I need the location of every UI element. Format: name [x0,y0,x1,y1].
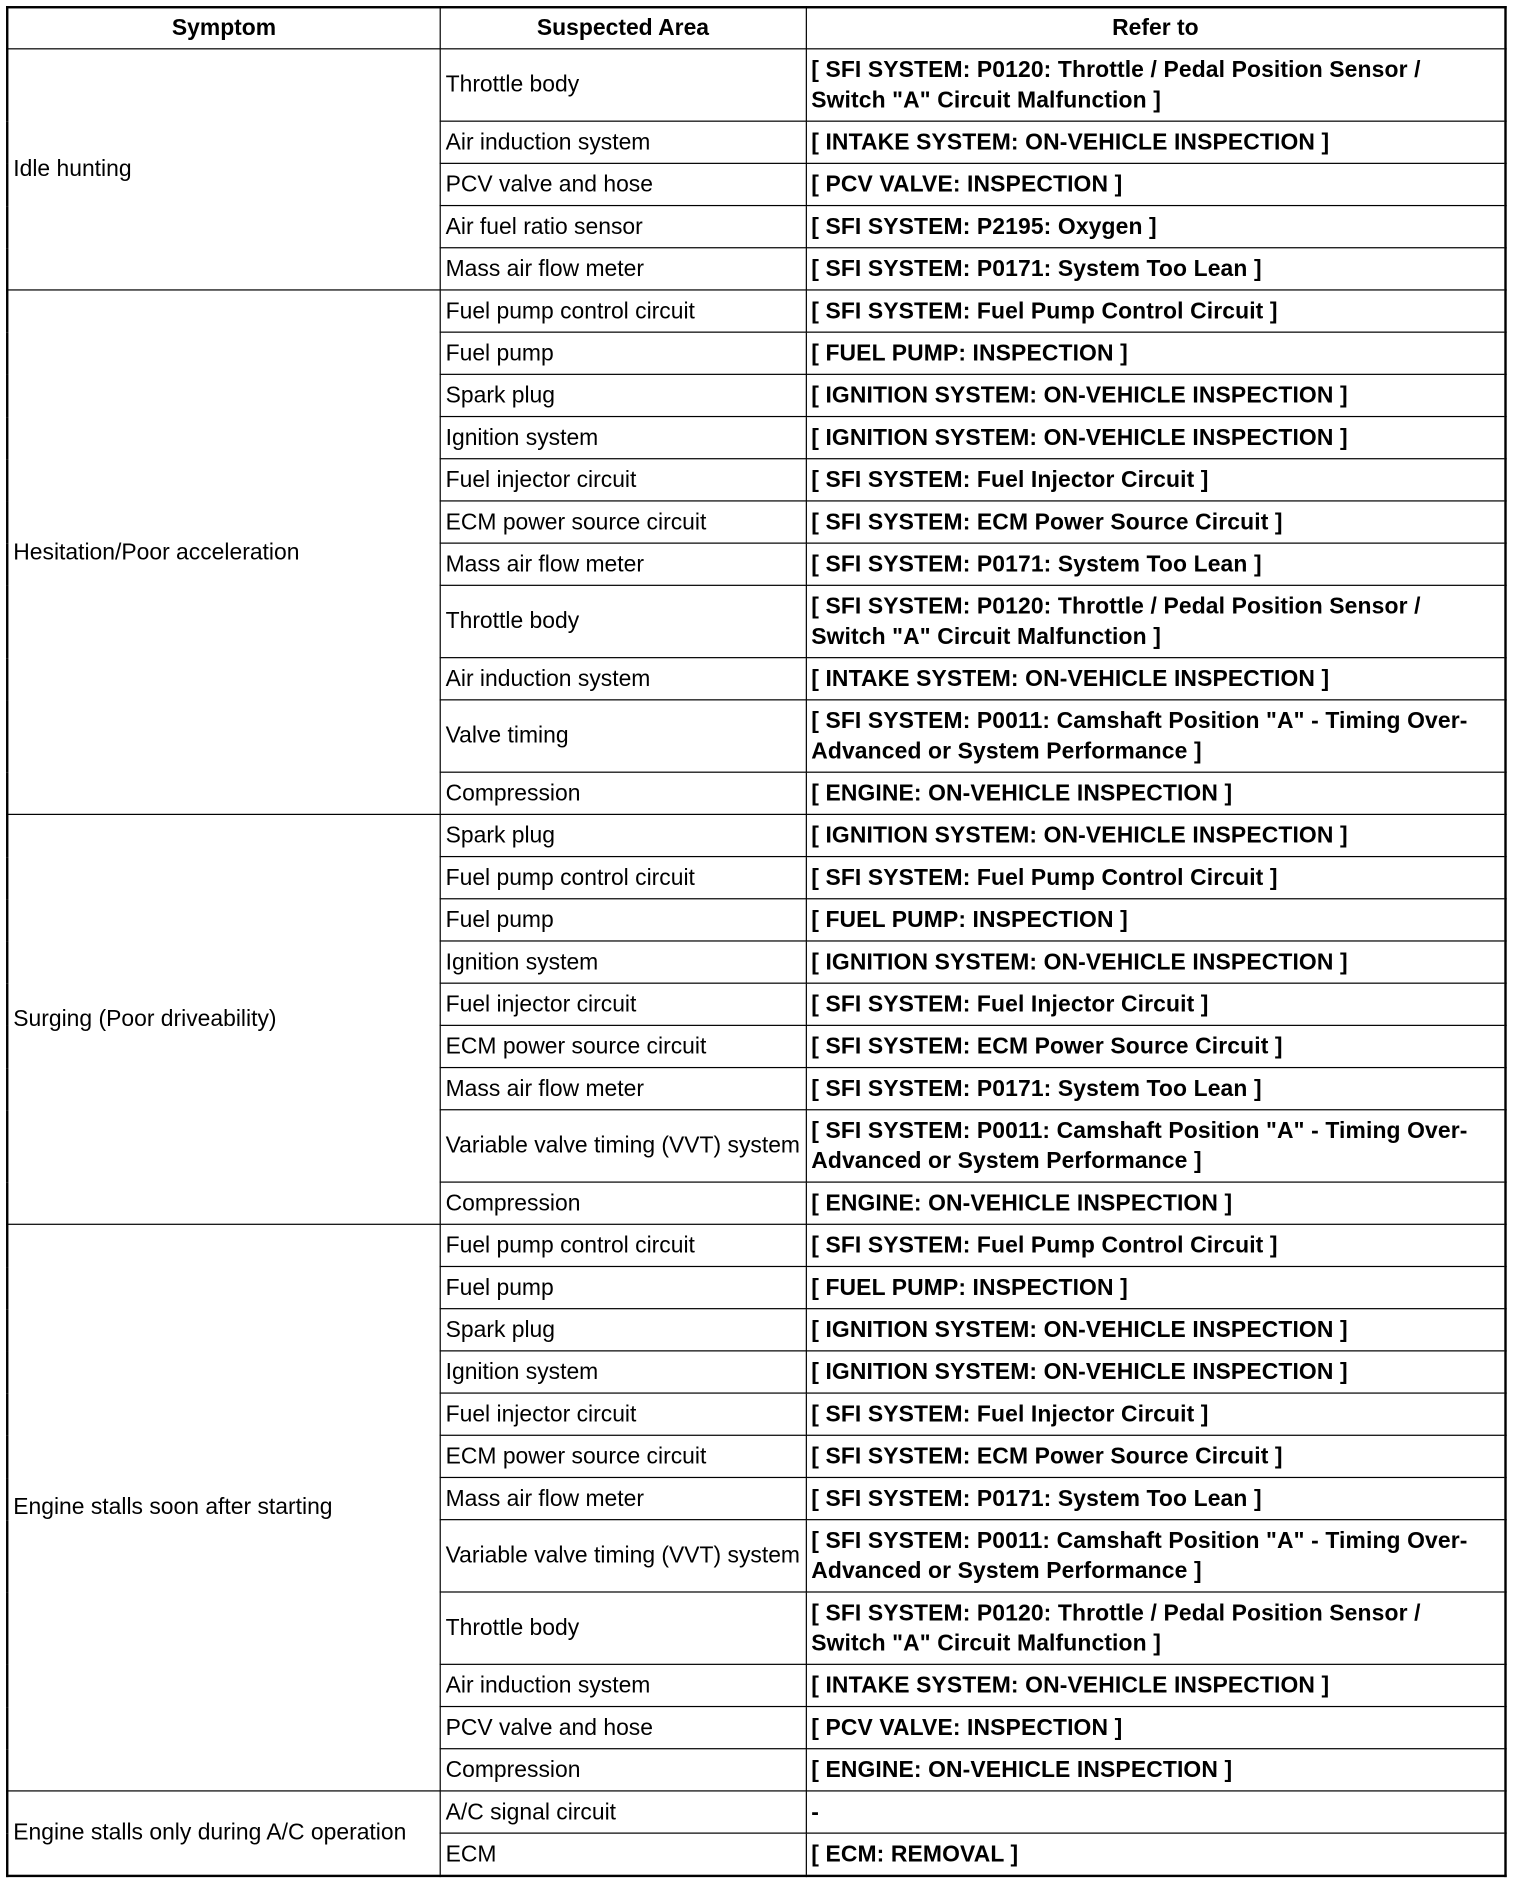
table-row [7,1791,1505,1833]
suspected-area-cell: ECM [440,1833,806,1876]
refer-to-link[interactable]: [ SFI SYSTEM: P0171: System Too Lean ] [806,1068,1506,1110]
header-symptom: Symptom [7,7,440,49]
suspected-area-cell: Mass air flow meter [440,543,806,585]
suspected-area-cell: Air induction system [440,1664,806,1706]
refer-to-link[interactable]: [ SFI SYSTEM: P0171: System Too Lean ] [806,543,1506,585]
suspected-area-cell: Ignition system [440,417,806,459]
refer-to-link[interactable]: [ IGNITION SYSTEM: ON-VEHICLE INSPECTION ] [806,1351,1506,1393]
refer-to-link[interactable]: [ SFI SYSTEM: P0011: Camshaft Position "A" - Timing Over-Advanced or System Performance ] [806,1110,1506,1182]
suspected-area-cell: Spark plug [440,1309,806,1351]
symptom-cell: Engine stalls only during A/C operation [7,1791,440,1876]
refer-to-link[interactable]: [ ENGINE: ON-VEHICLE INSPECTION ] [806,1749,1506,1791]
refer-to-link[interactable]: [ INTAKE SYSTEM: ON-VEHICLE INSPECTION ] [806,658,1506,700]
suspected-area-cell: PCV valve and hose [440,1707,806,1749]
suspected-area-cell: Compression [440,772,806,814]
suspected-area-cell: Mass air flow meter [440,1477,806,1519]
suspected-area-cell: Fuel pump control circuit [440,290,806,332]
suspected-area-cell: Fuel pump [440,1266,806,1308]
suspected-area-cell: Fuel pump [440,332,806,374]
refer-to-link[interactable]: [ ENGINE: ON-VEHICLE INSPECTION ] [806,772,1506,814]
symptom-table [6,6,1507,1877]
refer-to-link[interactable]: [ ECM: REMOVAL ] [806,1833,1506,1876]
refer-to-link[interactable]: [ INTAKE SYSTEM: ON-VEHICLE INSPECTION ] [806,121,1506,163]
symptom-cell: Engine stalls soon after starting [7,1224,440,1791]
suspected-area-cell: Mass air flow meter [440,1068,806,1110]
refer-to-link[interactable]: [ SFI SYSTEM: P0171: System Too Lean ] [806,248,1506,290]
table-row [7,49,1505,121]
suspected-area-cell: Fuel injector circuit [440,459,806,501]
refer-to-link[interactable]: [ SFI SYSTEM: ECM Power Source Circuit ] [806,1025,1506,1067]
refer-to-link[interactable]: [ IGNITION SYSTEM: ON-VEHICLE INSPECTION ] [806,374,1506,416]
refer-to-link[interactable]: [ SFI SYSTEM: Fuel Injector Circuit ] [806,459,1506,501]
suspected-area-cell: Valve timing [440,700,806,772]
suspected-area-cell: ECM power source circuit [440,501,806,543]
suspected-area-cell: PCV valve and hose [440,163,806,205]
suspected-area-cell: Compression [440,1182,806,1224]
refer-to-link[interactable]: [ INTAKE SYSTEM: ON-VEHICLE INSPECTION ] [806,1664,1506,1706]
refer-to-link[interactable]: [ FUEL PUMP: INSPECTION ] [806,332,1506,374]
suspected-area-cell: ECM power source circuit [440,1435,806,1477]
table-body [7,49,1505,1876]
suspected-area-cell: Ignition system [440,1351,806,1393]
refer-to-link[interactable]: [ PCV VALVE: INSPECTION ] [806,1707,1506,1749]
suspected-area-cell: Fuel injector circuit [440,983,806,1025]
suspected-area-cell: Mass air flow meter [440,248,806,290]
refer-to-link[interactable]: [ SFI SYSTEM: P0120: Throttle / Pedal Position Sensor / Switch "A" Circuit Malfunction ] [806,49,1506,121]
refer-to-link[interactable]: [ SFI SYSTEM: P2195: Oxygen ] [806,206,1506,248]
suspected-area-cell: Fuel pump control circuit [440,1224,806,1266]
refer-to-link[interactable]: [ ENGINE: ON-VEHICLE INSPECTION ] [806,1182,1506,1224]
suspected-area-cell: Air induction system [440,121,806,163]
refer-to-link[interactable]: [ SFI SYSTEM: Fuel Injector Circuit ] [806,1393,1506,1435]
refer-to-link[interactable]: [ PCV VALVE: INSPECTION ] [806,163,1506,205]
suspected-area-cell: Fuel injector circuit [440,1393,806,1435]
suspected-area-cell: Variable valve timing (VVT) system [440,1110,806,1182]
suspected-area-cell: Compression [440,1749,806,1791]
refer-to-link: - [806,1791,1506,1833]
suspected-area-cell: Fuel pump [440,899,806,941]
suspected-area-cell: Variable valve timing (VVT) system [440,1520,806,1592]
suspected-area-cell: Throttle body [440,49,806,121]
table-row [7,290,1505,332]
header-suspected-area: Suspected Area [440,7,806,49]
refer-to-link[interactable]: [ SFI SYSTEM: ECM Power Source Circuit ] [806,501,1506,543]
refer-to-link[interactable]: [ SFI SYSTEM: Fuel Pump Control Circuit ] [806,1224,1506,1266]
suspected-area-cell: A/C signal circuit [440,1791,806,1833]
symptom-cell: Idle hunting [7,49,440,290]
suspected-area-cell: Fuel pump control circuit [440,857,806,899]
header-refer-to: Refer to [806,7,1506,49]
refer-to-link[interactable]: [ SFI SYSTEM: Fuel Injector Circuit ] [806,983,1506,1025]
suspected-area-cell: Throttle body [440,585,806,657]
refer-to-link[interactable]: [ FUEL PUMP: INSPECTION ] [806,899,1506,941]
suspected-area-cell: Air fuel ratio sensor [440,206,806,248]
symptom-cell: Surging (Poor driveability) [7,814,440,1224]
suspected-area-cell: Spark plug [440,814,806,856]
header-row [7,7,1505,49]
symptom-cell: Hesitation/Poor acceleration [7,290,440,814]
refer-to-link[interactable]: [ SFI SYSTEM: P0171: System Too Lean ] [806,1477,1506,1519]
suspected-area-cell: Spark plug [440,374,806,416]
refer-to-link[interactable]: [ FUEL PUMP: INSPECTION ] [806,1266,1506,1308]
refer-to-link[interactable]: [ IGNITION SYSTEM: ON-VEHICLE INSPECTION ] [806,1309,1506,1351]
refer-to-link[interactable]: [ SFI SYSTEM: P0120: Throttle / Pedal Position Sensor / Switch "A" Circuit Malfunction ] [806,585,1506,657]
refer-to-link[interactable]: [ SFI SYSTEM: Fuel Pump Control Circuit ] [806,857,1506,899]
suspected-area-cell: ECM power source circuit [440,1025,806,1067]
suspected-area-cell: Air induction system [440,658,806,700]
refer-to-link[interactable]: [ SFI SYSTEM: P0011: Camshaft Position "A" - Timing Over-Advanced or System Performance ] [806,1520,1506,1592]
refer-to-link[interactable]: [ SFI SYSTEM: ECM Power Source Circuit ] [806,1435,1506,1477]
refer-to-link[interactable]: [ IGNITION SYSTEM: ON-VEHICLE INSPECTION ] [806,417,1506,459]
refer-to-link[interactable]: [ IGNITION SYSTEM: ON-VEHICLE INSPECTION ] [806,814,1506,856]
suspected-area-cell: Ignition system [440,941,806,983]
refer-to-link[interactable]: [ SFI SYSTEM: Fuel Pump Control Circuit ] [806,290,1506,332]
table-row [7,1224,1505,1266]
refer-to-link[interactable]: [ SFI SYSTEM: P0120: Throttle / Pedal Position Sensor / Switch "A" Circuit Malfunction ] [806,1592,1506,1664]
refer-to-link[interactable]: [ IGNITION SYSTEM: ON-VEHICLE INSPECTION ] [806,941,1506,983]
refer-to-link[interactable]: [ SFI SYSTEM: P0011: Camshaft Position "A" - Timing Over-Advanced or System Performance ] [806,700,1506,772]
table-row [7,814,1505,856]
suspected-area-cell: Throttle body [440,1592,806,1664]
